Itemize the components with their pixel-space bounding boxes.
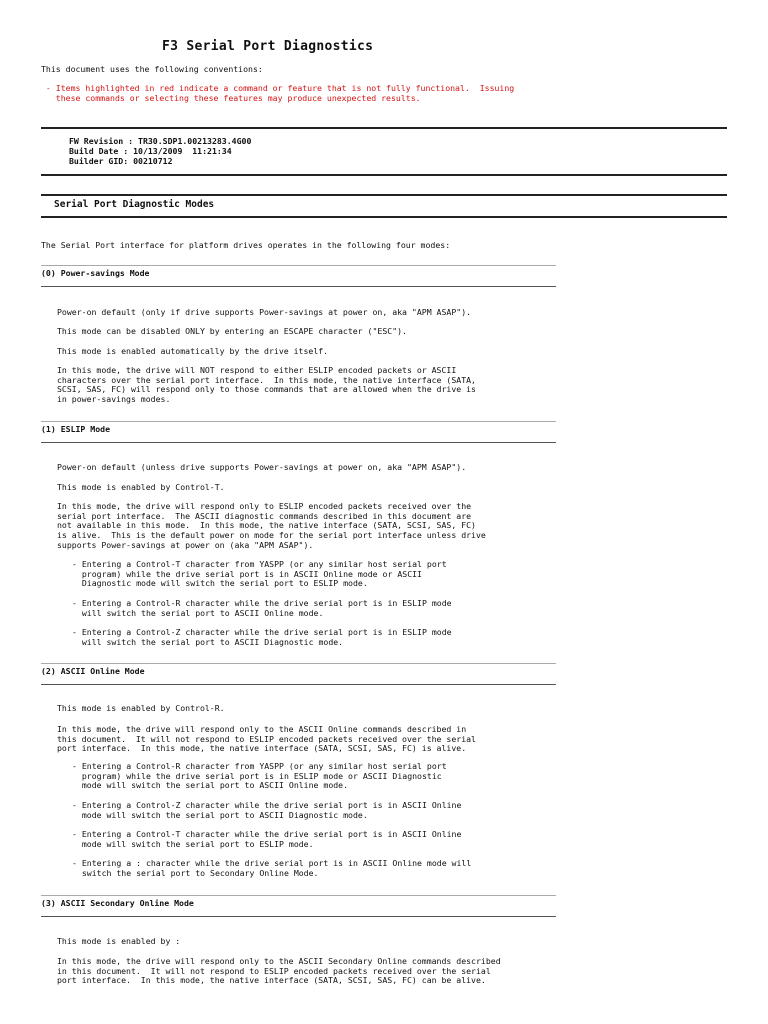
mode-divider xyxy=(41,265,556,266)
divider xyxy=(41,216,727,218)
mode-bullet-line: - Entering a Control-R character from YASPP (or any similar host serial port xyxy=(72,761,447,771)
mode-paragraph-line: in power-savings modes. xyxy=(57,394,171,405)
mode-paragraph-line: SCSI, SAS, FC) will respond only to those commands that are allowed when the drive is xyxy=(57,384,476,395)
mode-paragraph-line: Power-on default (unless drive supports Power-savings at power on, aka "APM ASAP"). xyxy=(57,462,467,472)
mode-bullet-line: will switch the serial port to ASCII Diagnostic mode. xyxy=(72,636,344,647)
mode-paragraph-line: In this mode, the drive will respond only to ESLIP encoded packets received over the xyxy=(57,501,472,511)
mode-divider xyxy=(41,916,556,917)
mode-paragraph-line: In this mode, the drive will respond only to the ASCII Online commands described in xyxy=(57,724,467,734)
warning-line-1: - Items highlighted in red indicate a command or feature that is not fully functional. Issuing xyxy=(41,83,515,93)
mode-paragraph-line: This mode is enabled by Control-R. xyxy=(57,703,225,713)
fw-revision: FW Revision : TR30.SDP1.00213283.4G00 xyxy=(69,136,252,146)
section-title: Serial Port Diagnostic Modes xyxy=(54,199,215,210)
mode-divider xyxy=(41,421,556,422)
mode-paragraph-line: This mode is enabled by Control-T. xyxy=(57,482,225,492)
mode-bullet-line: - Entering a Control-Z character while the drive serial port is in ASCII Online xyxy=(72,800,462,810)
mode-divider xyxy=(41,895,556,896)
mode-divider xyxy=(41,286,556,287)
conventions-intro: This document uses the following conventions: xyxy=(41,64,263,74)
mode-bullet-line: mode will switch the serial port to ASCII Online mode. xyxy=(72,780,349,791)
mode-heading: (2) ASCII Online Mode xyxy=(41,666,145,676)
mode-paragraph-line: port interface. In this mode, the native interface (SATA, SCSI, SAS, FC) can be alive. xyxy=(57,975,486,986)
mode-paragraph-line: serial port interface. The ASCII diagnostic commands described in this document are xyxy=(57,510,472,521)
mode-bullet-line: mode will switch the serial port to ASCII Diagnostic mode. xyxy=(72,809,368,820)
mode-bullet-line: program) while the drive serial port is in ASCII Online mode or ASCII xyxy=(72,568,422,579)
mode-paragraph-line: This mode is enabled automatically by the drive itself. xyxy=(57,346,329,356)
mode-paragraph-line: In this mode, the drive will respond only to the ASCII Secondary Online commands described xyxy=(57,956,501,966)
divider xyxy=(41,194,727,196)
mode-divider xyxy=(41,442,556,443)
divider xyxy=(41,174,727,176)
mode-bullet-line: - Entering a Control-Z character while the drive serial port is in ESLIP mode xyxy=(72,627,452,637)
mode-bullet-line: - Entering a Control-T character from YASPP (or any similar host serial port xyxy=(72,559,447,569)
mode-paragraph-line: is alive. This is the default power on mode for the serial port interface unless drive xyxy=(57,530,486,541)
mode-bullet-line: program) while the drive serial port is in ESLIP mode or ASCII Diagnostic xyxy=(72,770,442,781)
mode-paragraph-line: characters over the serial port interface. In this mode, the native interface (SATA, xyxy=(57,374,476,385)
mode-paragraph-line: not available in this mode. In this mode, the native interface (SATA, SCSI, SAS, FC) xyxy=(57,520,476,531)
mode-bullet-line: - Entering a Control-R character while the drive serial port is in ESLIP mode xyxy=(72,598,452,608)
mode-paragraph-line: This mode is enabled by : xyxy=(57,936,181,946)
mode-paragraph-line: In this mode, the drive will NOT respond to either ESLIP encoded packets or ASCII xyxy=(57,365,457,375)
build-date: Build Date : 10/13/2009 11:21:34 xyxy=(69,146,232,156)
mode-bullet-line: Diagnostic mode will switch the serial port to ESLIP mode. xyxy=(72,578,368,589)
mode-paragraph-line: This mode can be disabled ONLY by entering an ESCAPE character ("ESC"). xyxy=(57,326,407,336)
mode-bullet-line: mode will switch the serial port to ESLIP mode. xyxy=(72,838,314,849)
warning-line-2: these commands or selecting these features may produce unexpected results. xyxy=(41,93,421,103)
section-intro: The Serial Port interface for platform drives operates in the following four modes: xyxy=(41,240,451,250)
mode-paragraph-line: port interface. In this mode, the native interface (SATA, SCSI, SAS, FC) is alive. xyxy=(57,743,467,754)
builder-gid: Builder GID: 00210712 xyxy=(69,156,173,166)
mode-bullet-line: - Entering a : character while the drive serial port is in ASCII Online mode will xyxy=(72,858,472,868)
mode-paragraph-line: Power-on default (only if drive supports Power-savings at power on, aka "APM ASAP"). xyxy=(57,307,472,317)
mode-divider xyxy=(41,663,556,664)
mode-heading: (3) ASCII Secondary Online Mode xyxy=(41,898,194,908)
mode-heading: (1) ESLIP Mode xyxy=(41,424,111,434)
mode-bullet-line: switch the serial port to Secondary Online Mode. xyxy=(72,867,319,878)
mode-divider xyxy=(41,684,556,685)
mode-heading: (0) Power-savings Mode xyxy=(41,268,150,278)
mode-bullet-line: will switch the serial port to ASCII Online mode. xyxy=(72,607,324,618)
mode-paragraph-line: this document. It will not respond to ESLIP encoded packets received over the serial xyxy=(57,733,476,744)
divider xyxy=(41,127,727,129)
mode-paragraph-line: supports Power-savings at power on (aka "APM ASAP"). xyxy=(57,539,314,550)
mode-paragraph-line: in this document. It will not respond to ESLIP encoded packets received over the serial xyxy=(57,965,491,976)
page-title: F3 Serial Port Diagnostics xyxy=(162,39,374,54)
mode-bullet-line: - Entering a Control-T character while the drive serial port is in ASCII Online xyxy=(72,829,462,839)
